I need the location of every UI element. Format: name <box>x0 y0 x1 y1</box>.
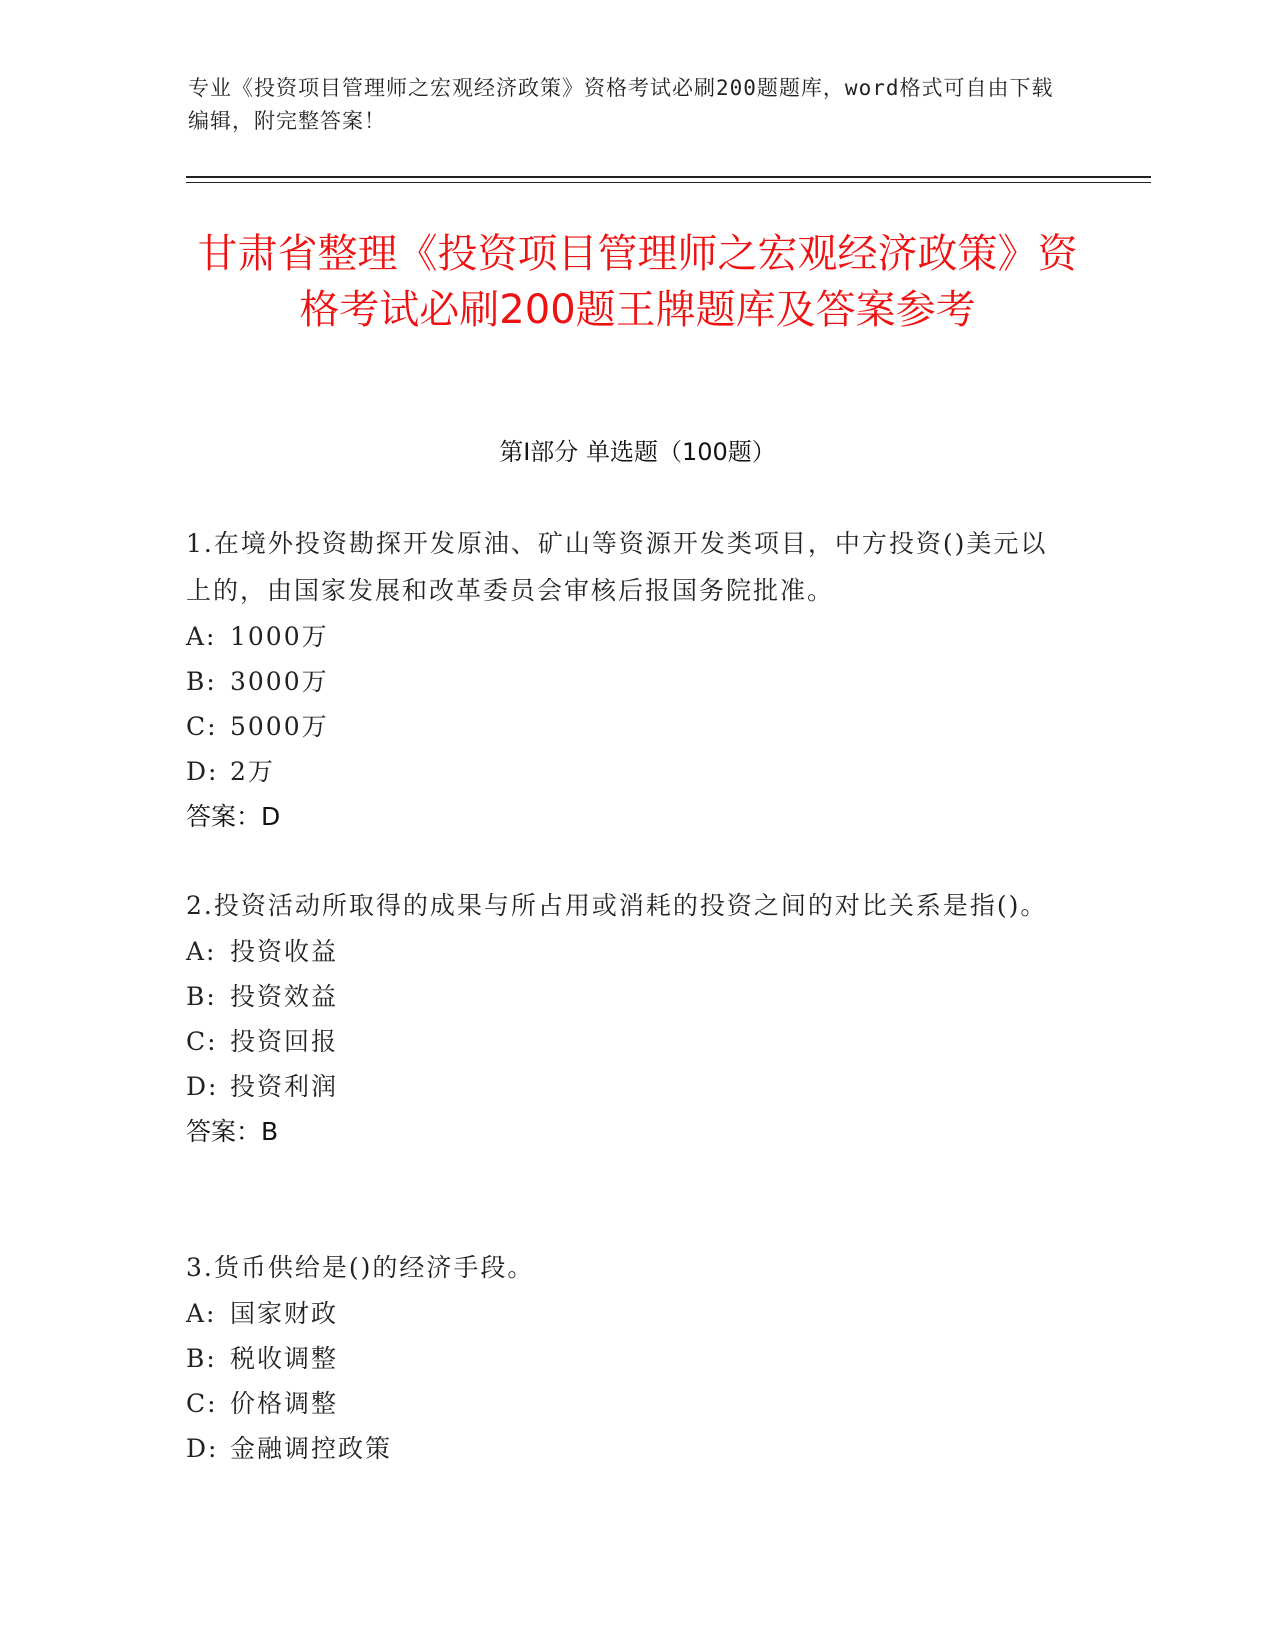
option-text: 投资收益 <box>230 937 339 966</box>
option-d <box>186 749 1066 794</box>
option-a <box>186 929 1066 974</box>
option-d <box>186 1064 1066 1109</box>
option-key: B: <box>186 982 217 1011</box>
option-key: C: <box>186 1027 218 1056</box>
option-text: 2万 <box>230 757 275 786</box>
option-b <box>186 659 1066 704</box>
answer-line: 答案：D <box>186 802 281 831</box>
option-key: C: <box>186 712 218 741</box>
option-text: 金融调控政策 <box>230 1434 393 1463</box>
option-key: C: <box>186 1389 218 1418</box>
option-b <box>186 1336 1066 1381</box>
option-d <box>186 1426 1066 1471</box>
question-stem: 1.在境外投资勘探开发原油、矿山等资源开发类项目，中方投资()美元以上的，由国家发展和改革委员会审核后报国务院批准。 <box>186 529 1048 605</box>
question-3 <box>186 1244 1066 1471</box>
option-text: 5000万 <box>230 712 329 741</box>
option-text: 投资回报 <box>230 1027 339 1056</box>
option-text: 国家财政 <box>230 1299 339 1328</box>
option-key: B: <box>186 667 217 696</box>
header-divider-thin <box>186 182 1151 183</box>
option-text: 投资效益 <box>230 982 339 1011</box>
option-c <box>186 1381 1066 1426</box>
option-key: A: <box>186 622 217 651</box>
question-1 <box>186 520 1066 840</box>
section-heading: 第I部分 单选题（100题） <box>499 438 776 466</box>
option-text: 税收调整 <box>230 1344 339 1373</box>
option-c <box>186 704 1066 749</box>
document-title: 甘肃省整理《投资项目管理师之宏观经济政策》资格考试必刷200题王牌题库及答案参考 <box>197 231 1078 333</box>
option-key: B: <box>186 1344 217 1373</box>
option-text: 投资利润 <box>230 1072 339 1101</box>
question-2 <box>186 882 1066 1155</box>
option-key: A: <box>186 1299 217 1328</box>
question-stem: 2.投资活动所取得的成果与所占用或消耗的投资之间的对比关系是指()。 <box>186 891 1048 920</box>
option-text: 价格调整 <box>230 1389 339 1418</box>
option-text: 3000万 <box>230 667 329 696</box>
option-a <box>186 614 1066 659</box>
option-key: A: <box>186 937 217 966</box>
answer-line: 答案：B <box>186 1117 279 1146</box>
option-a <box>186 1291 1066 1336</box>
option-key: D: <box>186 1072 219 1101</box>
option-key: D: <box>186 757 219 786</box>
option-key: D: <box>186 1434 219 1463</box>
option-text: 1000万 <box>230 622 329 651</box>
question-stem: 3.货币供给是()的经济手段。 <box>186 1253 535 1282</box>
header-note: 专业《投资项目管理师之宏观经济政策》资格考试必刷200题题库，word格式可自由下载编辑，附完整答案！ <box>188 76 1054 133</box>
option-b <box>186 974 1066 1019</box>
option-c <box>186 1019 1066 1064</box>
header-divider-thick <box>186 176 1151 178</box>
